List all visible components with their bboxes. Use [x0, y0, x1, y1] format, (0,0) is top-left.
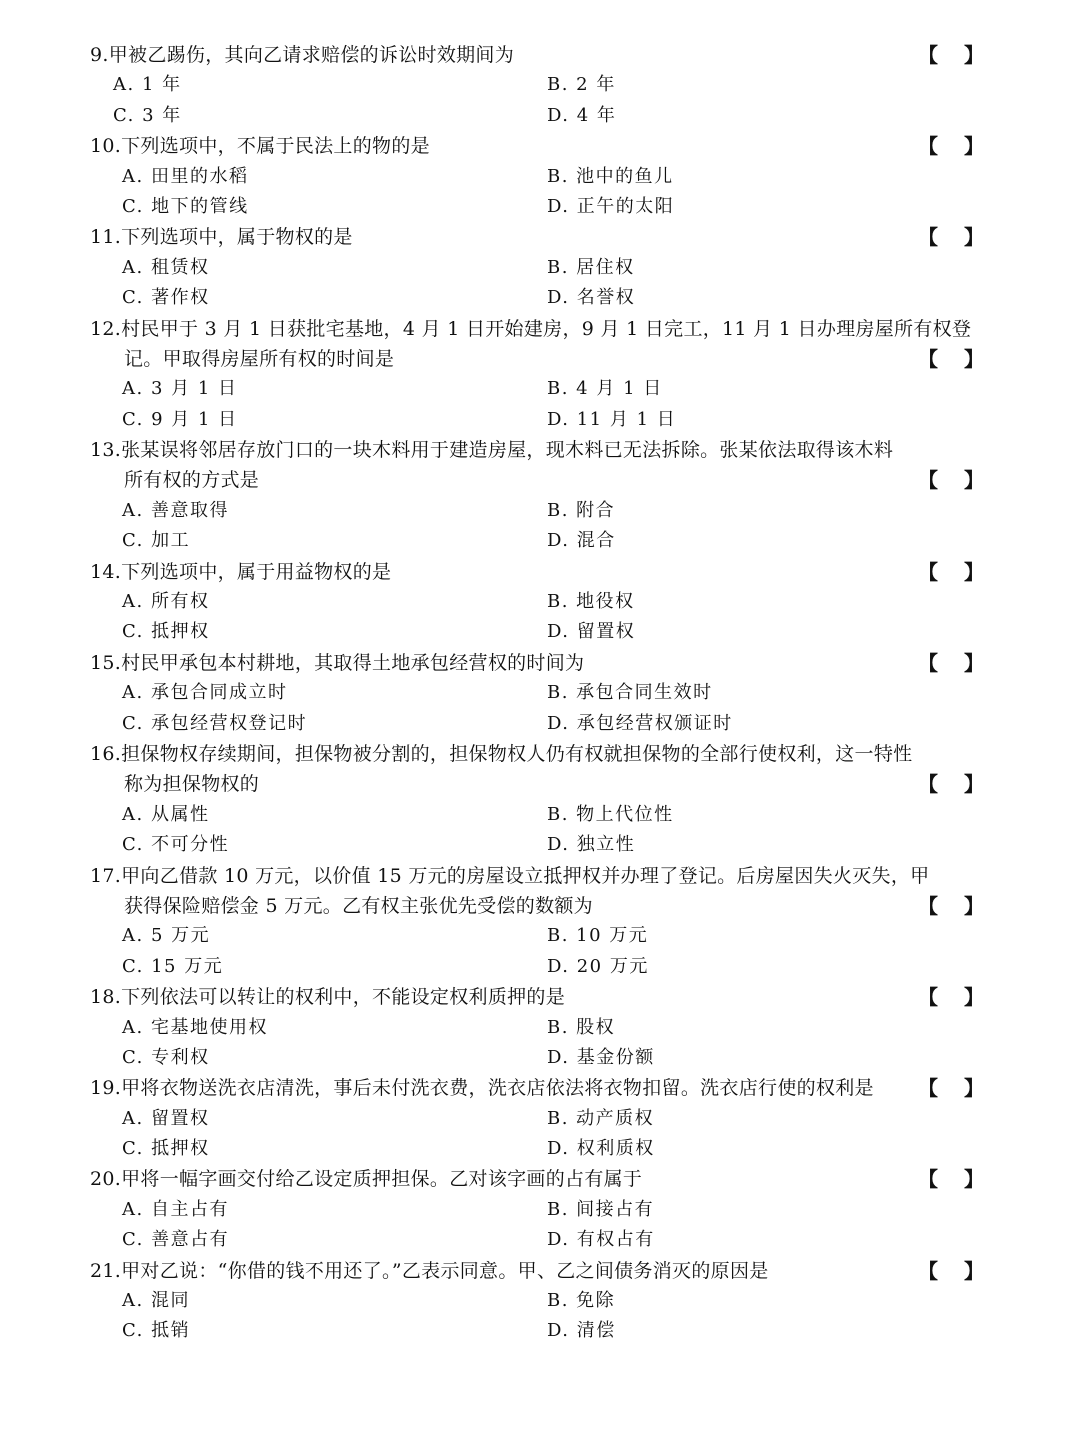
- question-stem-line: [0, 982, 1080, 1012]
- question-stem-text: 记。甲取得房屋所有权的时间是: [124, 347, 395, 370]
- option-a: A. 混同: [122, 1290, 190, 1312]
- question-stem-line: [0, 1073, 1080, 1103]
- answer-bracket-close: 】: [964, 1076, 984, 1101]
- answer-bracket-close: 】: [964, 1167, 984, 1192]
- answer-bracket-close: 】: [964, 1258, 984, 1283]
- answer-bracket: [918, 344, 984, 374]
- answer-bracket-open: 【: [918, 1167, 938, 1192]
- options-row: [0, 101, 1080, 131]
- answer-bracket-close: 】: [964, 43, 984, 67]
- option-b: B. 股权: [547, 1016, 616, 1038]
- option-a: A. 承包合同成立时: [122, 682, 288, 704]
- question-stem-line: [0, 557, 1080, 587]
- answer-bracket-close: 】: [964, 893, 984, 918]
- options-row: [0, 70, 1080, 100]
- options-row: [0, 192, 1080, 222]
- options-row: [0, 374, 1080, 404]
- option-b: B. 物上代位性: [547, 803, 674, 825]
- answer-bracket-open: 【: [918, 893, 938, 918]
- answer-bracket: [918, 557, 984, 587]
- option-b: B. 池中的鱼儿: [547, 165, 674, 187]
- option-a: A. 善意取得: [122, 499, 229, 521]
- answer-bracket-open: 【: [918, 985, 938, 1010]
- option-a: A. 所有权: [122, 591, 210, 613]
- option-d: D. 承包经营权颁证时: [547, 712, 733, 734]
- option-c: C. 抵销: [122, 1320, 191, 1342]
- question-stem-text: 称为担保物权的: [124, 773, 260, 796]
- option-b: B. 10 万元: [547, 925, 649, 947]
- question-stem-line: [0, 435, 1080, 465]
- option-a: A. 宅基地使用权: [122, 1016, 268, 1038]
- option-c: C. 抵押权: [122, 621, 210, 643]
- question-stem-text: 所有权的方式是: [124, 469, 260, 492]
- answer-bracket-open: 【: [918, 468, 938, 493]
- question-stem-text: 19.甲将衣物送洗衣店清洗，事后未付洗衣费，洗衣店依法将衣物扣留。洗衣店行使的权利是: [90, 1077, 874, 1100]
- answer-bracket: [918, 40, 984, 70]
- question-stem-text: 18.下列依法可以转让的权利中，不能设定权利质押的是: [90, 986, 566, 1009]
- question-stem-text: 获得保险赔偿金 5 万元。乙有权主张优先受偿的数额为: [124, 894, 593, 917]
- options-row: [0, 1013, 1080, 1043]
- option-d: D. 4 年: [547, 104, 617, 126]
- options-row: [0, 526, 1080, 556]
- option-d: D. 独立性: [547, 834, 636, 856]
- answer-bracket-close: 】: [964, 985, 984, 1010]
- answer-bracket-open: 【: [918, 559, 938, 584]
- question-stem-text: 10.下列选项中，不属于民法上的物的是: [90, 135, 430, 158]
- options-row: [0, 1195, 1080, 1225]
- option-a: A. 5 万元: [122, 925, 211, 947]
- options-row: [0, 952, 1080, 982]
- option-b: B. 地役权: [547, 591, 635, 613]
- question-stem-line: [0, 891, 1080, 921]
- option-b: B. 居住权: [547, 256, 635, 278]
- option-d: D. 基金份额: [547, 1046, 655, 1068]
- question-item: [0, 557, 1080, 648]
- options-row: [0, 830, 1080, 860]
- answer-bracket: [918, 1256, 984, 1286]
- question-stem-text: 21.甲对乙说：“你借的钱不用还了。”乙表示同意。甲、乙之间债务消灭的原因是: [90, 1259, 769, 1282]
- option-c: C. 抵押权: [122, 1138, 210, 1160]
- question-item: [0, 1256, 1080, 1347]
- option-a: A. 田里的水稻: [122, 165, 249, 187]
- answer-bracket: [918, 769, 984, 799]
- option-d: D. 名誉权: [547, 287, 636, 309]
- option-c: C. 承包经营权登记时: [122, 712, 308, 734]
- options-row: [0, 405, 1080, 435]
- answer-bracket-close: 】: [964, 559, 984, 584]
- question-stem-text: 16.担保物权存续期间，担保物被分割的，担保物权人仍有权就担保物的全部行使权利，这一特性: [90, 742, 913, 765]
- answer-bracket-open: 【: [918, 1076, 938, 1101]
- option-b: B. 动产质权: [547, 1107, 655, 1129]
- answer-bracket-open: 【: [918, 650, 938, 675]
- answer-bracket: [918, 465, 984, 495]
- question-stem-text: 20.甲将一幅字画交付给乙设定质押担保。乙对该字画的占有属于: [90, 1168, 643, 1191]
- question-stem-text: 15.村民甲承包本村耕地，其取得土地承包经营权的时间为: [90, 651, 585, 674]
- question-item: [0, 861, 1080, 983]
- options-row: [0, 253, 1080, 283]
- options-row: [0, 162, 1080, 192]
- options-row: [0, 496, 1080, 526]
- question-stem-line: [0, 861, 1080, 891]
- answer-bracket: [918, 1073, 984, 1103]
- option-a: A. 从属性: [122, 803, 210, 825]
- answer-bracket-close: 】: [964, 468, 984, 493]
- question-stem-line: [0, 314, 1080, 344]
- options-row: [0, 678, 1080, 708]
- question-item: [0, 40, 1080, 131]
- option-b: B. 附合: [547, 499, 616, 521]
- options-row: [0, 283, 1080, 313]
- answer-bracket-open: 【: [918, 772, 938, 797]
- options-row: [0, 617, 1080, 647]
- question-item: [0, 222, 1080, 313]
- question-item: [0, 1164, 1080, 1255]
- answer-bracket-close: 】: [964, 134, 984, 159]
- answer-bracket-close: 】: [964, 650, 984, 675]
- option-a: A. 租赁权: [122, 256, 210, 278]
- answer-bracket: [918, 891, 984, 921]
- question-stem-line: [0, 648, 1080, 678]
- option-a: A. 自主占有: [122, 1198, 229, 1220]
- option-d: D. 清偿: [547, 1320, 616, 1342]
- answer-bracket-open: 【: [918, 346, 938, 371]
- question-stem-line: [0, 739, 1080, 769]
- option-a: A. 留置权: [122, 1107, 210, 1129]
- question-stem-line: [0, 1256, 1080, 1286]
- options-row: [0, 1316, 1080, 1346]
- answer-bracket: [918, 131, 984, 161]
- option-b: B. 间接占有: [547, 1198, 655, 1220]
- answer-bracket-open: 【: [918, 1258, 938, 1283]
- answer-bracket-close: 】: [964, 225, 984, 250]
- option-c: C. 15 万元: [122, 955, 224, 977]
- answer-bracket-close: 】: [964, 772, 984, 797]
- option-d: D. 权利质权: [547, 1138, 655, 1160]
- question-stem-line: [0, 769, 1080, 799]
- answer-bracket-open: 【: [918, 225, 938, 250]
- options-row: [0, 800, 1080, 830]
- option-c: C. 加工: [122, 530, 191, 552]
- question-stem-line: [0, 465, 1080, 495]
- options-row: [0, 1134, 1080, 1164]
- question-item: [0, 739, 1080, 861]
- answer-bracket: [918, 1164, 984, 1194]
- question-stem-line: [0, 222, 1080, 252]
- option-d: D. 20 万元: [547, 955, 649, 977]
- option-c: C. 著作权: [122, 287, 210, 309]
- option-d: D. 留置权: [547, 621, 636, 643]
- question-item: [0, 131, 1080, 222]
- option-c: C. 3 年: [113, 104, 182, 126]
- option-c: C. 地下的管线: [122, 195, 249, 217]
- exam-page: [0, 40, 1080, 1347]
- question-stem-text: 11.下列选项中，属于物权的是: [90, 226, 353, 249]
- question-stem-text: 12.村民甲于 3 月 1 日获批宅基地，4 月 1 日开始建房，9 月 1 日完工，11 月 1 日办理房屋所有权登: [90, 317, 972, 340]
- question-stem-text: 9.甲被乙踢伤，其向乙请求赔偿的诉讼时效期间为: [90, 44, 515, 66]
- question-item: [0, 648, 1080, 739]
- answer-bracket: [918, 982, 984, 1012]
- answer-bracket: [918, 648, 984, 678]
- option-c: C. 专利权: [122, 1046, 210, 1068]
- option-d: D. 11 月 1 日: [547, 408, 677, 430]
- option-b: B. 免除: [547, 1290, 616, 1312]
- option-b: B. 4 月 1 日: [547, 378, 663, 400]
- answer-bracket-open: 【: [918, 134, 938, 159]
- option-c: C. 不可分性: [122, 834, 230, 856]
- option-a: A. 1 年: [113, 74, 182, 96]
- option-d: D. 混合: [547, 530, 616, 552]
- question-stem-text: 13.张某误将邻居存放门口的一块木料用于建造房屋，现木料已无法拆除。张某依法取得该木料: [90, 439, 894, 462]
- option-c: C. 善意占有: [122, 1229, 230, 1251]
- options-row: [0, 587, 1080, 617]
- options-row: [0, 1104, 1080, 1134]
- question-stem-line: [0, 344, 1080, 374]
- option-b: B. 承包合同生效时: [547, 682, 713, 704]
- answer-bracket-close: 】: [964, 346, 984, 371]
- question-stem-text: 17.甲向乙借款 10 万元，以价值 15 万元的房屋设立抵押权并办理了登记。后房屋因失火灭失，甲: [90, 864, 930, 887]
- question-stem-line: [0, 1164, 1080, 1194]
- options-row: [0, 1286, 1080, 1316]
- question-item: [0, 982, 1080, 1073]
- option-d: D. 正午的太阳: [547, 195, 675, 217]
- options-row: [0, 1225, 1080, 1255]
- question-item: [0, 314, 1080, 436]
- option-b: B. 2 年: [547, 74, 616, 96]
- options-row: [0, 921, 1080, 951]
- question-item: [0, 1073, 1080, 1164]
- option-c: C. 9 月 1 日: [122, 408, 238, 430]
- option-a: A. 3 月 1 日: [122, 378, 238, 400]
- question-stem-line: [0, 131, 1080, 161]
- options-row: [0, 709, 1080, 739]
- question-item: [0, 435, 1080, 557]
- question-stem-line: [0, 40, 1080, 70]
- option-d: D. 有权占有: [547, 1229, 655, 1251]
- question-stem-text: 14.下列选项中，属于用益物权的是: [90, 560, 392, 583]
- options-row: [0, 1043, 1080, 1073]
- answer-bracket-open: 【: [918, 43, 938, 67]
- answer-bracket: [918, 222, 984, 252]
